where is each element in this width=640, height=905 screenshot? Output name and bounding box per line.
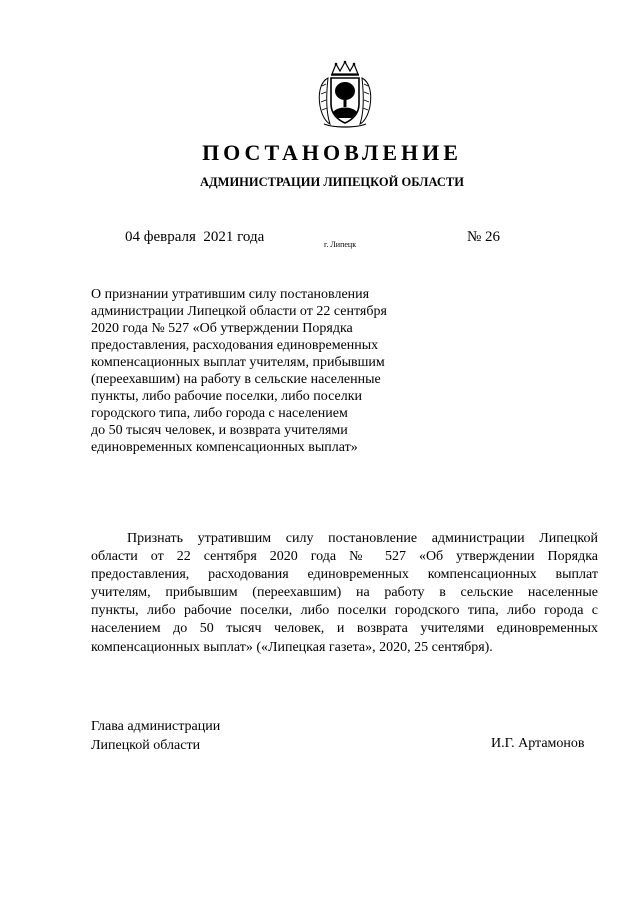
signatory-title-line: Липецкой области xyxy=(91,738,201,753)
document-date: 04 февраля 2021 года xyxy=(125,229,265,245)
heading-line: городского типа, либо города с населением xyxy=(91,406,348,421)
body-line: Признать утратившим силу постановление администрации Липецкой xyxy=(127,531,598,546)
coat-of-arms-icon xyxy=(314,60,376,130)
heading-line: единовременных компенсационных выплат» xyxy=(91,440,358,455)
signatory-name: И.Г. Артамонов xyxy=(491,736,585,751)
heading-line: О признании утратившим силу постановления xyxy=(91,287,370,302)
document-city: г. Липецк xyxy=(324,240,357,249)
signatory-title xyxy=(91,717,220,755)
body-line: компенсационных выплат» («Липецкая газета», 2020, 25 сентября). xyxy=(91,639,493,655)
document-body xyxy=(91,530,598,657)
document-number: № 26 xyxy=(467,229,501,245)
heading-line: администрации Липецкой области от 22 сентября xyxy=(91,304,387,319)
body-line: области от 22 сентября 2020 года № 527 «Об утверждении Порядка xyxy=(91,549,598,565)
heading-line: компенсационных выплат учителям, прибывшим xyxy=(91,355,385,370)
issuer-name: АДМИНИСТРАЦИИ ЛИПЕЦКОЙ ОБЛАСТИ xyxy=(200,175,464,189)
heading-line: пункты, либо рабочие поселки, либо поселки xyxy=(91,389,362,404)
heading-line: (переехавшим) на работу в сельские населенные xyxy=(91,372,381,387)
heading-line: 2020 года № 527 «Об утверждении Порядка xyxy=(91,321,353,336)
body-line: предоставления, расходования единовременных компенсационных выплат xyxy=(91,567,598,583)
document-title: ПОСТАНОВЛЕНИЕ xyxy=(202,140,462,165)
document-heading xyxy=(91,286,411,456)
body-line: населением до 50 тысяч человек, и возврата учителями единовременных xyxy=(91,621,598,637)
signatory-title-line: Глава администрации xyxy=(91,719,221,734)
body-line: пункты, либо рабочие поселки, либо поселки городского типа, либо города с xyxy=(91,603,598,619)
body-line: учителям, прибывшим (переехавшим) на работу в сельские населенные xyxy=(91,585,598,601)
heading-line: до 50 тысяч человек, и возврата учителями xyxy=(91,423,348,438)
heading-line: предоставления, расходования единовременных xyxy=(91,338,379,353)
